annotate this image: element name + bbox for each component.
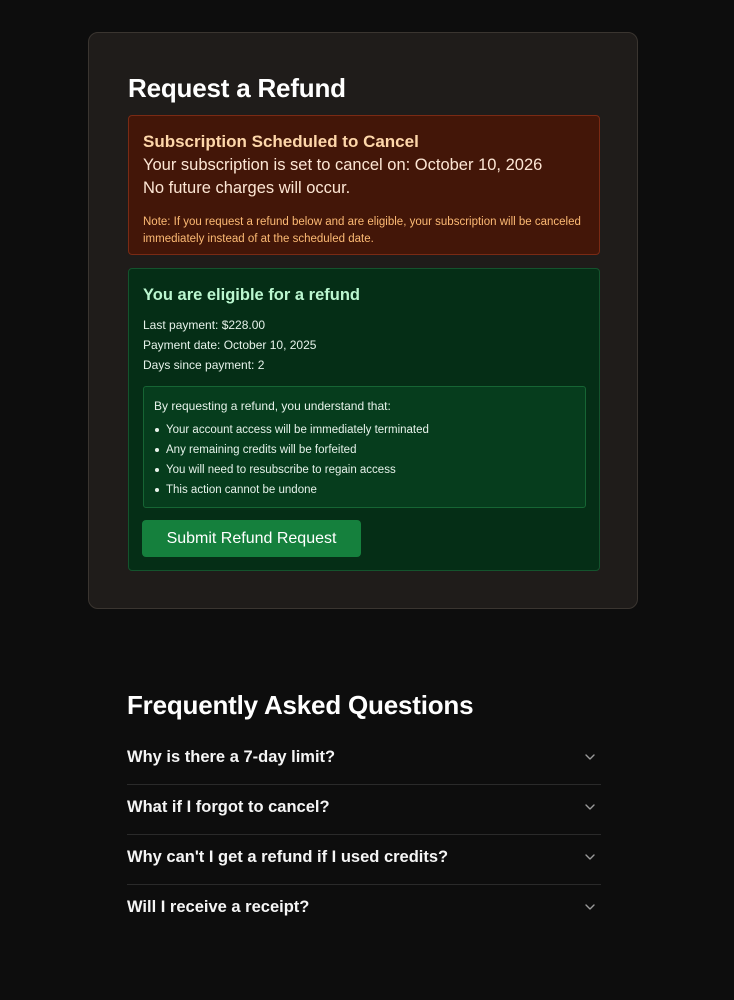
cancellation-heading: Subscription Scheduled to Cancel [143, 132, 419, 151]
no-future-charges-text: No future charges will occur. [143, 179, 351, 197]
payment-date-text: Payment date: October 10, 2025 [143, 338, 317, 352]
cancellation-notice [128, 115, 600, 255]
terms-item: This action cannot be undone [154, 480, 575, 500]
faq-item-receipt[interactable] [127, 885, 601, 935]
chevron-down-icon [583, 900, 597, 914]
last-payment-text: Last payment: $228.00 [143, 318, 266, 332]
refund-terms-box [143, 386, 586, 508]
submit-refund-button[interactable]: Submit Refund Request [142, 520, 361, 557]
faq-item-used-credits[interactable] [127, 835, 601, 885]
terms-intro: By requesting a refund, you understand that: [154, 399, 391, 413]
terms-list [154, 420, 575, 500]
cancellation-date-text: Your subscription is set to cancel on: October 10, 2026 [143, 156, 543, 174]
faq-question: Why is there a 7-day limit? [127, 748, 336, 766]
faq-item-forgot-to-cancel[interactable] [127, 785, 601, 835]
chevron-down-icon [583, 750, 597, 764]
eligibility-heading: You are eligible for a refund [143, 286, 360, 304]
faq-item-7-day-limit[interactable] [127, 735, 601, 785]
terms-item: You will need to resubscribe to regain access [154, 460, 575, 480]
eligibility-panel [128, 268, 600, 571]
faq-section [127, 687, 601, 935]
terms-item: Any remaining credits will be forfeited [154, 440, 575, 460]
chevron-down-icon [583, 850, 597, 864]
cancellation-note: Note: If you request a refund below and are eligible, your subscription will be canceled immediately instead of at the scheduled date. [143, 216, 581, 245]
refund-card [88, 32, 638, 609]
faq-question: Why can't I get a refund if I used credits? [127, 848, 449, 866]
chevron-down-icon [583, 800, 597, 814]
terms-item: Your account access will be immediately terminated [154, 420, 575, 440]
faq-title: Frequently Asked Questions [127, 690, 474, 720]
faq-question: What if I forgot to cancel? [127, 798, 330, 816]
days-since-payment-text: Days since payment: 2 [143, 358, 265, 372]
faq-question: Will I receive a receipt? [127, 898, 310, 916]
refund-title: Request a Refund [128, 73, 346, 103]
